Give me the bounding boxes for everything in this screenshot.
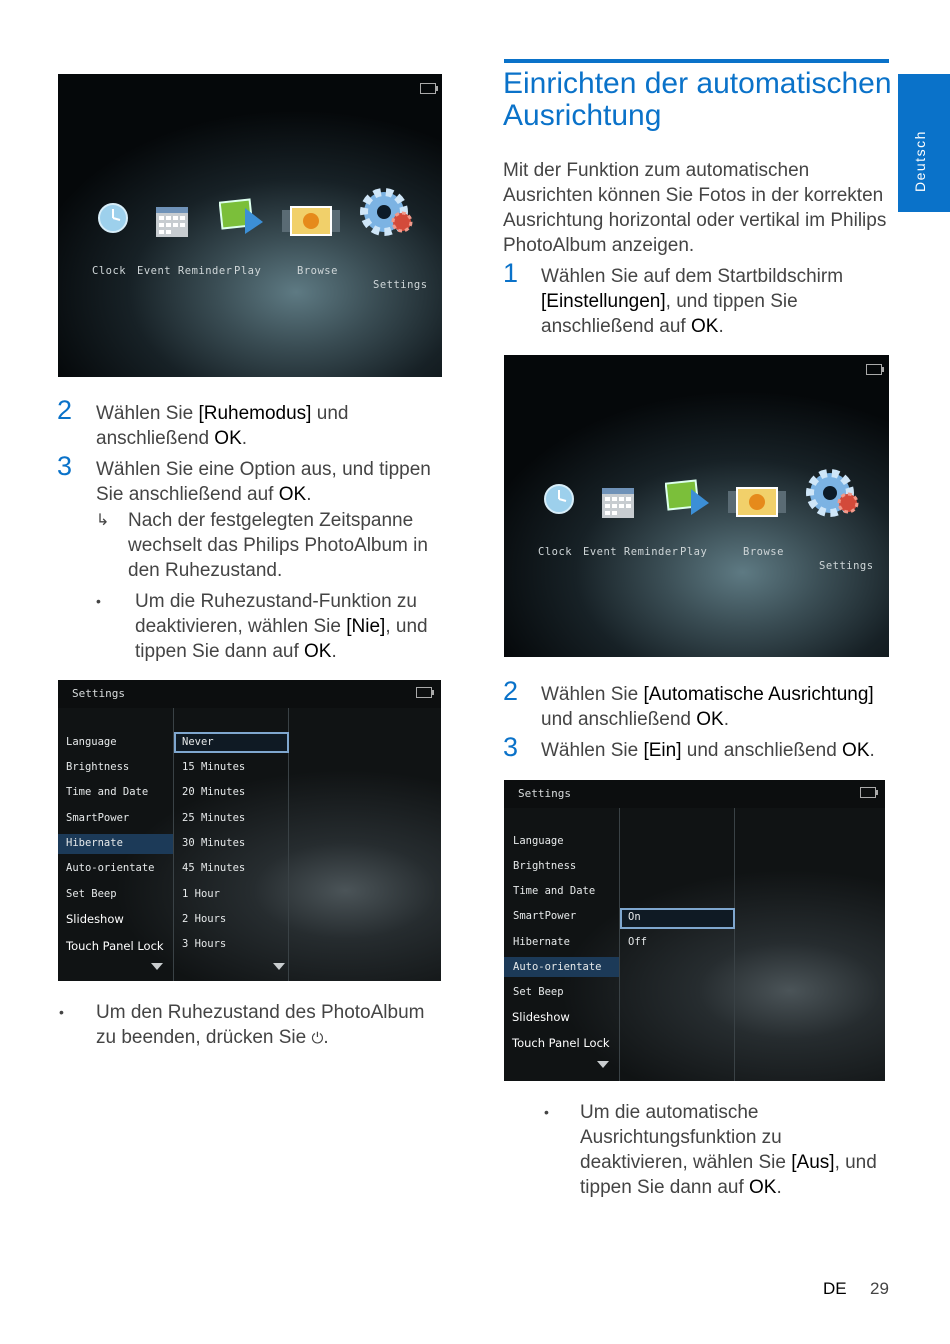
battery-icon <box>416 687 432 698</box>
menu-item-smartpower[interactable]: SmartPower <box>66 812 130 824</box>
menu-item-brightness[interactable]: Brightness <box>513 860 577 872</box>
bullet-icon: • <box>544 1104 549 1120</box>
browse-icon[interactable] <box>728 487 786 522</box>
home-label: Settings <box>819 560 874 572</box>
menu-item-brightness[interactable]: Brightness <box>66 761 130 773</box>
battery-icon <box>860 787 876 798</box>
divider <box>619 808 620 1081</box>
option-never[interactable]: Never <box>182 736 214 748</box>
menu-item-time-date[interactable]: Time and Date <box>66 786 149 798</box>
home-label: Browse <box>743 546 784 558</box>
menu-title: Settings <box>72 687 125 700</box>
language-tab-label: Deutsch <box>912 130 928 192</box>
bullet-icon: • <box>96 593 101 609</box>
step-number: 2 <box>503 676 519 706</box>
menu-item-language[interactable]: Language <box>66 736 117 748</box>
divider <box>734 808 735 1081</box>
scroll-down-icon[interactable] <box>273 963 285 970</box>
step-number: 3 <box>57 451 73 481</box>
home-label: Settings <box>373 279 428 291</box>
menu-item-set-beep[interactable]: Set Beep <box>513 986 564 998</box>
bullet-disable-orientation: Um die automatische Ausrichtungsfunktion zu deaktivieren, wählen Sie [Aus], und tippen Sie dann auf OK. <box>580 1102 877 1198</box>
scroll-down-icon[interactable] <box>151 963 163 970</box>
bullet-icon: • <box>59 1004 64 1020</box>
intro-paragraph: Mit der Funktion zum automatischen Ausrichten können Sie Fotos in der korrekten Ausrichtung horizontal oder vertikal im Philips PhotoAlbum anzeigen. <box>503 160 887 256</box>
bullet-disable-hibernate: Um die Ruhezustand-Funktion zu deaktivieren, wählen Sie [Nie], und tippen Sie dann auf OK. <box>135 591 428 662</box>
menu-item-hibernate[interactable]: Hibernate <box>513 936 570 948</box>
menu-item-smartpower[interactable]: SmartPower <box>513 910 577 922</box>
play-icon[interactable] <box>665 479 711 524</box>
menu-item-slideshow[interactable]: Slideshow <box>512 1010 570 1024</box>
menu-title: Settings <box>518 787 571 800</box>
option-45-minutes[interactable]: 45 Minutes <box>182 862 246 874</box>
menu-item-time-date[interactable]: Time and Date <box>513 885 596 897</box>
step-number: 1 <box>503 258 519 288</box>
footer-language: DE <box>823 1279 847 1298</box>
home-label: Event Reminder <box>137 265 233 277</box>
option-25-minutes[interactable]: 25 Minutes <box>182 812 246 824</box>
page-number: 29 <box>870 1279 889 1298</box>
orientation-settings-screen <box>504 780 885 1081</box>
result-text: Nach der festgelegten Zeitspanne wechselt das Philips PhotoAlbum in den Ruhezustand. <box>128 510 428 581</box>
home-label: Clock <box>92 265 127 277</box>
play-icon[interactable] <box>219 198 265 243</box>
step-number: 2 <box>57 395 73 425</box>
step-2-text: Wählen Sie [Ruhemodus] und anschließend OK. <box>96 403 349 449</box>
settings-icon[interactable] <box>358 184 414 245</box>
step-number: 3 <box>503 732 519 762</box>
browse-icon[interactable] <box>282 206 340 241</box>
calendar-icon[interactable] <box>155 204 189 245</box>
home-label: Browse <box>297 265 338 277</box>
bullet-exit-hibernate: Um den Ruhezustand des PhotoAlbum zu beenden, drücken Sie ⏻. <box>96 1002 425 1048</box>
page-title: Einrichten der automatischen Ausrichtung <box>503 67 892 132</box>
step-3-text: Wählen Sie eine Option aus, und tippen Sie anschließend auf OK. <box>96 459 431 505</box>
clock-icon[interactable] <box>543 483 575 522</box>
option-1-hour[interactable]: 1 Hour <box>182 888 220 900</box>
home-screen-left <box>58 74 442 377</box>
menu-item-slideshow[interactable]: Slideshow <box>66 912 124 926</box>
battery-icon <box>866 364 882 375</box>
menu-item-hibernate[interactable]: Hibernate <box>66 837 123 849</box>
menu-item-set-beep[interactable]: Set Beep <box>66 888 117 900</box>
menu-item-auto-orientate[interactable]: Auto-orientate <box>513 961 602 973</box>
step-3-text: Wählen Sie [Ein] und anschließend OK. <box>541 740 875 761</box>
calendar-icon[interactable] <box>601 485 635 526</box>
option-20-minutes[interactable]: 20 Minutes <box>182 786 246 798</box>
option-15-minutes[interactable]: 15 Minutes <box>182 761 246 773</box>
option-on[interactable]: On <box>628 911 641 923</box>
language-tab <box>898 74 950 212</box>
home-label: Event Reminder <box>583 546 679 558</box>
settings-icon[interactable] <box>804 465 860 526</box>
home-label: Play <box>234 265 262 277</box>
home-label: Clock <box>538 546 573 558</box>
menu-item-language[interactable]: Language <box>513 835 564 847</box>
home-screen-right <box>504 355 889 657</box>
battery-icon <box>420 83 436 94</box>
hibernate-settings-screen <box>58 680 441 981</box>
step-2-text: Wählen Sie [Automatische Ausrichtung] und anschließend OK. <box>541 684 874 730</box>
power-icon: ⏻ <box>311 1029 324 1047</box>
menu-item-auto-orientate[interactable]: Auto-orientate <box>66 862 155 874</box>
clock-icon[interactable] <box>97 202 129 241</box>
menu-item-touch-panel-lock[interactable]: Touch Panel Lock <box>512 1036 610 1050</box>
option-off[interactable]: Off <box>628 936 647 948</box>
step-1-text: Wählen Sie auf dem Startbildschirm [Einstellungen], und tippen Sie anschließend auf OK. <box>541 266 844 337</box>
scroll-down-icon[interactable] <box>597 1061 609 1068</box>
title-rule <box>504 59 889 63</box>
home-label: Play <box>680 546 708 558</box>
option-2-hours[interactable]: 2 Hours <box>182 913 227 925</box>
menu-item-touch-panel-lock[interactable]: Touch Panel Lock <box>66 939 164 953</box>
option-30-minutes[interactable]: 30 Minutes <box>182 837 246 849</box>
option-3-hours[interactable]: 3 Hours <box>182 938 227 950</box>
result-arrow-icon: ↳ <box>96 512 110 529</box>
